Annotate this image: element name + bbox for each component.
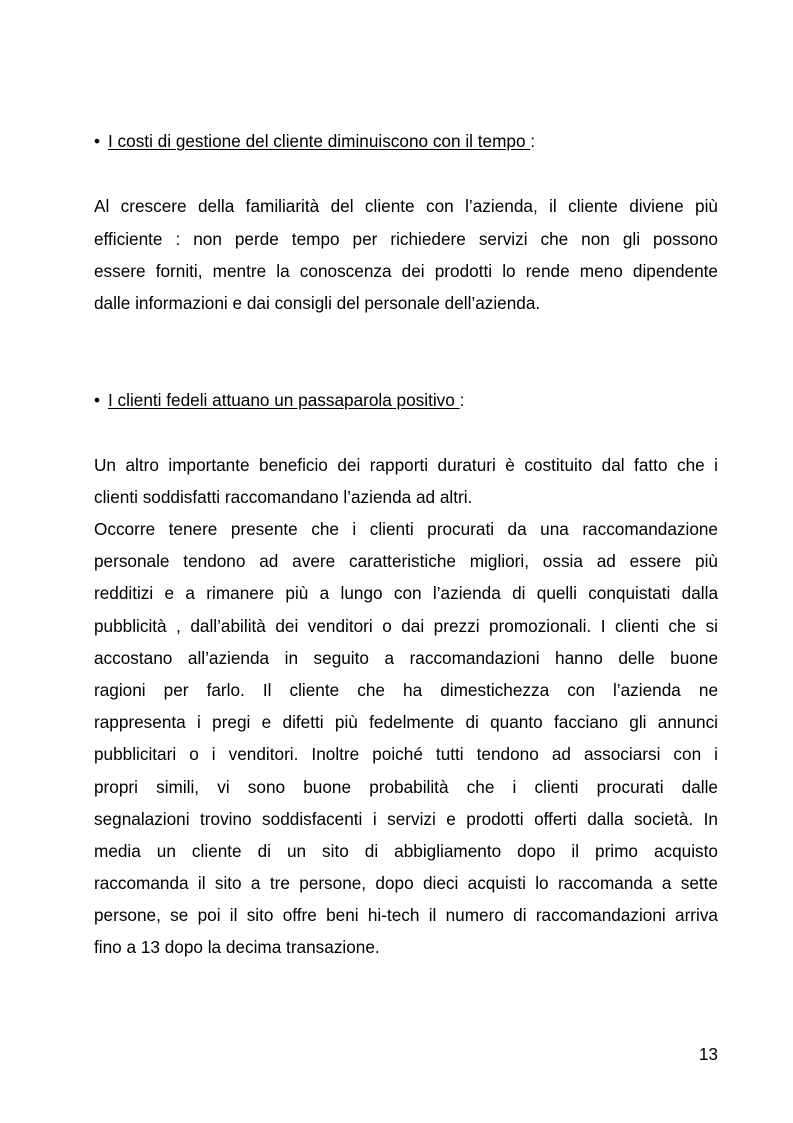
paragraph-line: dalle informazioni e dai consigli del personale dell’azienda. — [94, 293, 541, 313]
section-2-heading — [94, 389, 464, 411]
paragraph-line: persone, se poi il sito offre beni hi-tech il numero di raccomandazioni arriva — [94, 905, 718, 925]
paragraph-line: essere forniti, mentre la conoscenza dei prodotti lo rende meno dipendente — [94, 261, 718, 281]
paragraph-line: propri simili, vi sono buone probabilità che i clienti procurati dalle — [94, 777, 718, 797]
bullet-icon: • — [94, 131, 101, 151]
paragraph-line: accostano all’azienda in seguito a raccomandazioni hanno delle buone — [94, 648, 718, 668]
paragraph-line: fino a 13 dopo la decima transazione. — [94, 937, 380, 957]
section-2-heading-colon: : — [459, 390, 465, 410]
paragraph-line: efficiente : non perde tempo per richiedere servizi che non gli possono — [94, 229, 718, 249]
section-1-heading-colon: : — [530, 131, 536, 151]
paragraph-line: rappresenta i pregi e difetti più fedelmente di quanto facciano gli annunci — [94, 712, 718, 732]
paragraph-line: pubblicitari o i venditori. Inoltre poiché tutti tendono ad associarsi con i — [94, 744, 718, 764]
paragraph-line: clienti soddisfatti raccomandano l’azienda ad altri. — [94, 487, 473, 507]
page-number: 13 — [698, 1044, 718, 1064]
bullet-icon: • — [94, 390, 101, 410]
paragraph-line: Al crescere della familiarità del cliente con l’azienda, il cliente diviene più — [94, 196, 718, 216]
paragraph-line: pubblicità , dall’abilità dei venditori o dai prezzi promozionali. I clienti che si — [94, 616, 718, 636]
paragraph-line: ragioni per farlo. Il cliente che ha dimestichezza con l’azienda ne — [94, 680, 718, 700]
paragraph-line: Un altro importante beneficio dei rapporti duraturi è costituito dal fatto che i — [94, 455, 718, 475]
paragraph-line: media un cliente di un sito di abbigliamento dopo il primo acquisto — [94, 841, 718, 861]
paragraph-line: personale tendono ad avere caratteristiche migliori, ossia ad essere più — [94, 551, 718, 571]
paragraph-line: Occorre tenere presente che i clienti procurati da una raccomandazione — [94, 519, 718, 539]
section-2-heading-text: I clienti fedeli attuano un passaparola positivo — [108, 390, 460, 410]
paragraph-line: redditizi e a rimanere più a lungo con l’azienda di quelli conquistati dalla — [94, 583, 718, 603]
section-1-heading — [94, 130, 535, 152]
paragraph-line: segnalazioni trovino soddisfacenti i servizi e prodotti offerti dalla società. In — [94, 809, 718, 829]
paragraph-line: raccomanda il sito a tre persone, dopo dieci acquisti lo raccomanda a sette — [94, 873, 718, 893]
section-1-heading-text: I costi di gestione del cliente diminuiscono con il tempo — [108, 131, 531, 151]
